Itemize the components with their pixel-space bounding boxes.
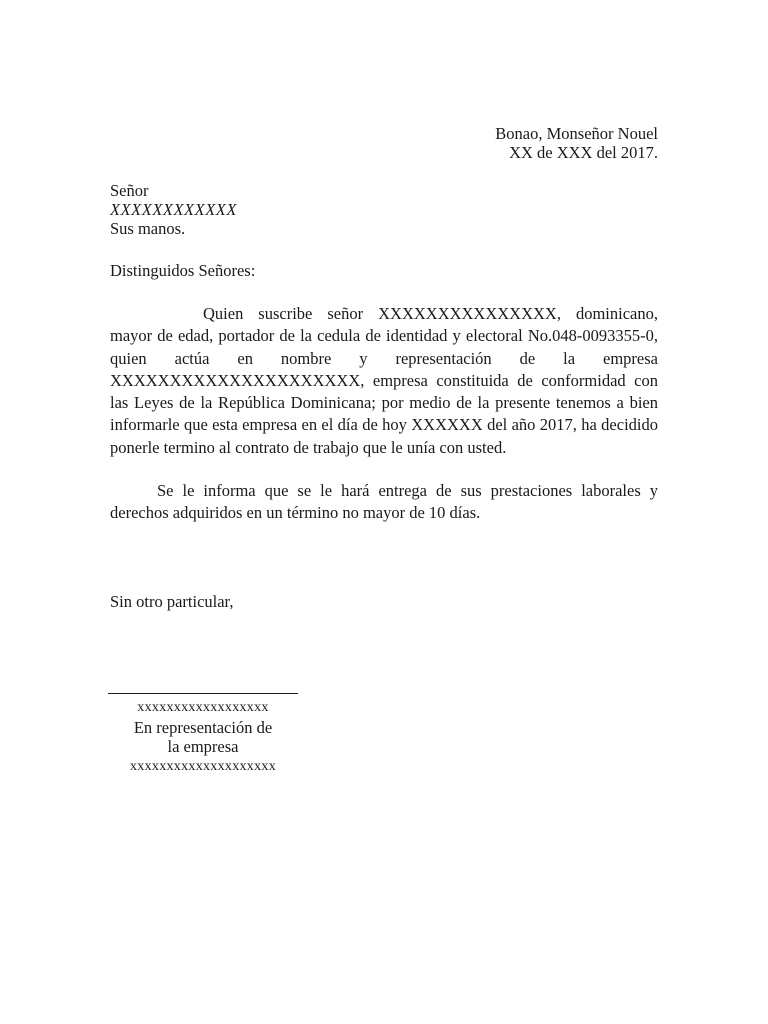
signature-company: xxxxxxxxxxxxxxxxxxxx <box>130 758 276 774</box>
p1-text-2: , dominicano, mayor de edad, portador de la cedula de identidad y electoral No.048-0093355-0, quien actúa en nombre y representación de la empresa <box>110 304 658 368</box>
company-placeholder: XXXXXXXXXXXXXXXXXXXXX <box>110 370 361 390</box>
recipient-name: XXXXXXXXXXXX <box>110 200 237 219</box>
p1-text-4: del año 2017, ha decidido ponerle termino al contrato de trabajo que le unía con usted. <box>110 415 658 457</box>
recipient-block <box>110 181 237 238</box>
date: XX de XXX del 2017. <box>509 143 658 162</box>
body-paragraph-2: Se le informa que se le hará entrega de sus prestaciones laborales y derechos adquiridos en un término no mayor de 10 días. <box>110 481 658 523</box>
recipient-line: Sus manos. <box>110 219 186 238</box>
closing: Sin otro particular, <box>110 592 234 611</box>
signature-name: xxxxxxxxxxxxxxxxxx <box>137 700 269 715</box>
salutation: Distinguidos Señores: <box>110 261 256 280</box>
signature-line <box>108 693 298 694</box>
place-date-block <box>495 124 658 162</box>
p1-text-3: , empresa constituida de conformidad con las Leyes de la República Dominicana; por medio de la presente tenemos a bien informarle que esta empresa en el día de hoy <box>110 370 658 435</box>
body-paragraph-1 <box>110 303 658 459</box>
signature-role-line-2: la empresa <box>167 737 239 756</box>
recipient-title: Señor <box>110 181 149 200</box>
signature-block <box>108 693 298 776</box>
signer-name-placeholder: XXXXXXXXXXXXXXX <box>378 304 557 323</box>
p1-text-1: Quien suscribe señor <box>203 304 379 323</box>
day-placeholder: XXXXXX <box>411 415 483 435</box>
signature-role-line-1: En representación de <box>133 717 273 737</box>
place: Bonao, Monseñor Nouel <box>495 124 658 143</box>
